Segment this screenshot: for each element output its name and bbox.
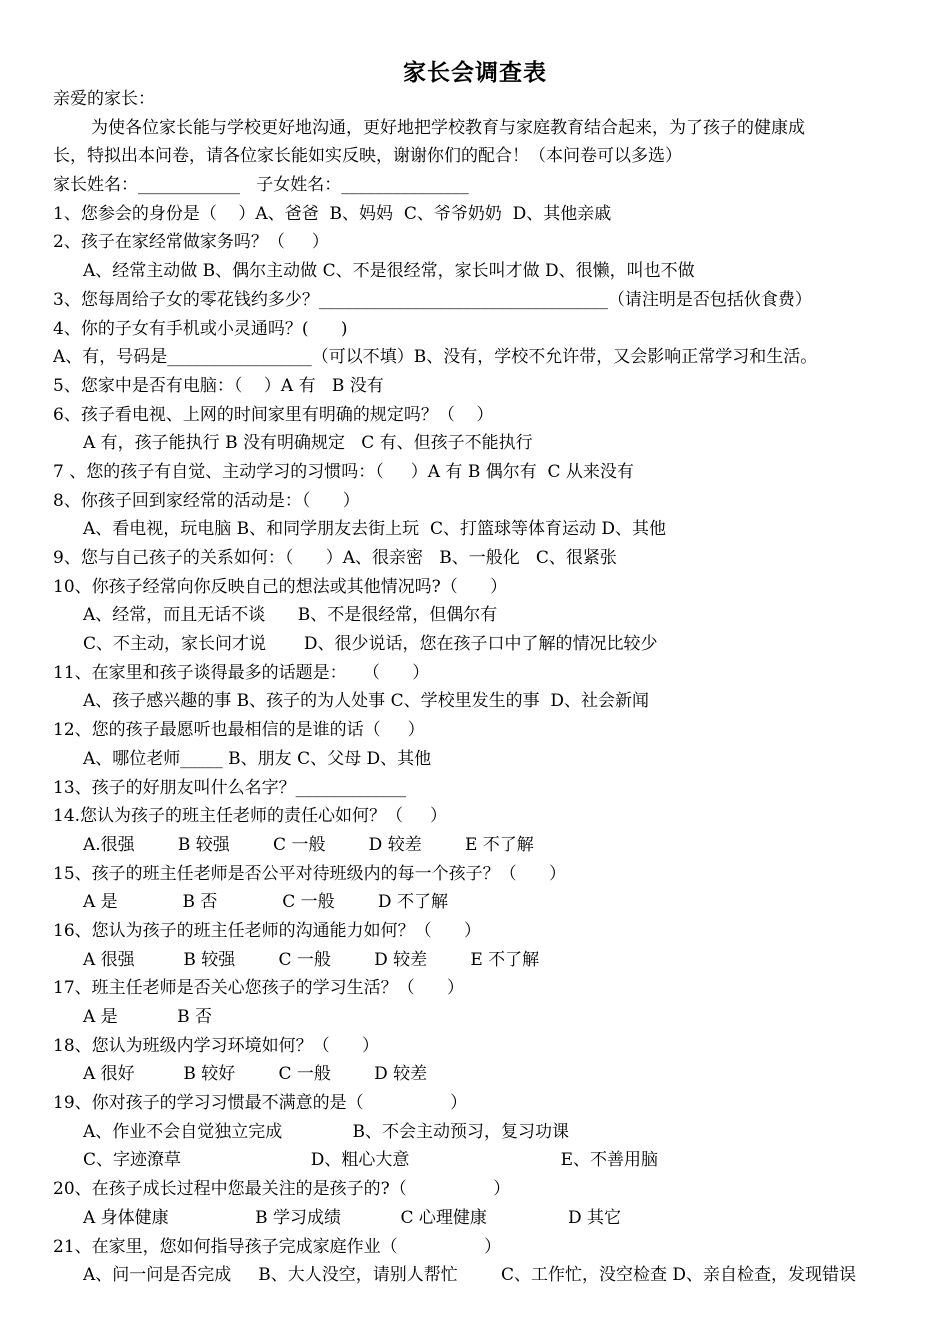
text-line: 7 、您的孩子有自觉、主动学习的习惯吗：（ ）A 有 B 偶尔有 C 从来没有 — [53, 461, 634, 482]
text-line: 16、您认为孩子的班主任老师的沟通能力如何？（ ） — [53, 920, 482, 941]
text-line: A、经常，而且无话不谈 B、不是很经常，但偶尔有 — [83, 605, 498, 626]
text-line: A 是 B 否 — [83, 1007, 213, 1027]
text-line: A、哪位老师_____ B、朋友 C、父母 D、其他 — [83, 748, 432, 769]
text-line: A、孩子感兴趣的事 B、孩子的为人处事 C、学校里发生的事 D、社会新闻 — [83, 691, 650, 712]
text-line: 家长姓名：____________ 子女姓名：_______________ — [53, 175, 469, 196]
text-line: 13、孩子的好朋友叫什么名字？_____________ — [53, 777, 407, 798]
text-line: A、经常主动做 B、偶尔主动做 C、不是很经常，家长叫才做 D、很懒，叫也不做 — [83, 261, 695, 282]
text-line: 长，特拟出本问卷，请各位家长能如实反映，谢谢你们的配合！（本问卷可以多选） — [53, 146, 682, 167]
text-line: 5、您家中是否有电脑：（ ）A 有 B 没有 — [53, 375, 384, 396]
text-line: A.很强 B 较强 C 一般 D 较差 E 不了解 — [83, 834, 534, 855]
text-line: 亲爱的家长： — [53, 89, 155, 109]
text-line: C、字迹潦草 D、粗心大意 E、不善用脑 — [83, 1150, 659, 1171]
document-body — [53, 85, 903, 1290]
text-line: 3、您每周给子女的零花钱约多少？__________________________________（请注明是否包括伙食费） — [53, 289, 812, 310]
text-line: 14.您认为孩子的班主任老师的责任心如何？（ ） — [53, 806, 448, 827]
text-line: 4、你的子女有手机或小灵通吗？( ) — [53, 318, 348, 339]
text-line: 9、您与自己孩子的关系如何：（ ）A、很亲密 B、一般化 C、很紧张 — [53, 548, 617, 568]
text-line: A 很好 B 较好 C 一般 D 较差 — [83, 1064, 428, 1085]
text-line: 17、班主任老师是否关心您孩子的学习生活？（ ） — [53, 978, 465, 999]
text-line: A 身体健康 B 学习成绩 C 心理健康 D 其它 — [83, 1207, 621, 1228]
text-line: 为使各位家长能与学校更好地沟通，更好地把学校教育与家庭教育结合起来，为了孩子的健康成 — [91, 117, 805, 138]
text-line: 10、你孩子经常向你反映自己的想法或其他情况吗?（ ） — [53, 576, 508, 597]
text-line: 1、您参会的身份是（ ）A、爸爸 B、妈妈 C、爷爷奶奶 D、其他亲戚 — [53, 203, 612, 224]
text-line: C、不主动，家长问才说 D、很少说话，您在孩子口中了解的情况比较少 — [83, 634, 658, 655]
text-line: A 很强 B 较强 C 一般 D 较差 E 不了解 — [83, 949, 540, 970]
text-line: A 有，孩子能执行 B 没有明确规定 C 有、但孩子不能执行 — [83, 433, 533, 454]
text-line: 6、孩子看电视、上网的时间家里有明确的规定吗？（ ） — [53, 404, 494, 425]
text-line: 15、孩子的班主任老师是否公平对待班级内的每一个孩子？（ ） — [53, 863, 567, 884]
text-line: 20、在孩子成长过程中您最关注的是孩子的?（ ） — [53, 1179, 511, 1200]
text-line: 19、你对孩子的学习习惯最不满意的是（ ） — [53, 1093, 468, 1114]
text-line: A、问一问是否完成 B、大人没空，请别人帮忙 C、工作忙，没空检查 D、亲自检查，发现错误 — [83, 1265, 857, 1286]
text-line: 8、你孩子回到家经常的活动是：（ ） — [53, 490, 360, 511]
text-line: A、有，号码是_________________（可以不填）B、没有，学校不允许带，又会影响正常学习和生活。 — [53, 347, 818, 368]
text-line: A、作业不会自觉独立完成 B、不会主动预习，复习功课 — [83, 1121, 570, 1142]
text-line: 12、您的孩子最愿听也最相信的是谁的话（ ） — [53, 720, 425, 741]
text-line: A 是 B 否 C 一般 D 不了解 — [83, 892, 448, 913]
text-line: A、看电视，玩电脑 B、和同学朋友去街上玩 C、打篮球等体育运动 D、其他 — [83, 519, 667, 540]
text-line: 2、孩子在家经常做家务吗？（ ） — [53, 232, 329, 253]
document-title: 家长会调查表 — [403, 59, 547, 86]
text-line: 11、在家里和孩子谈得最多的话题是： （ ） — [53, 662, 430, 683]
text-line: 21、在家里，您如何指导孩子完成家庭作业（ ） — [53, 1236, 502, 1257]
text-line: 18、您认为班级内学习环境如何？（ ） — [53, 1035, 380, 1056]
